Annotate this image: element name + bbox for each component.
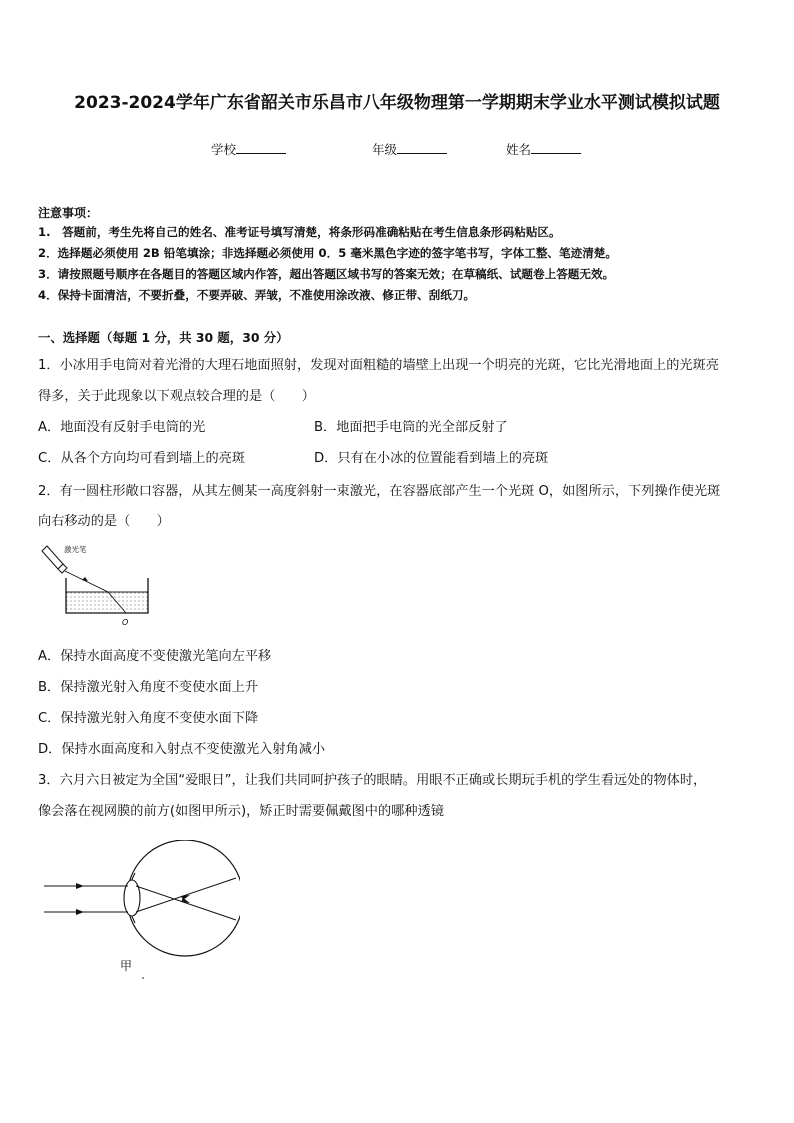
q2-container-figure [38, 540, 156, 630]
arrow-icon [76, 909, 84, 915]
q2-option-c: C．保持激光射入角度不变使水面下降 [38, 711, 259, 726]
grade-field [372, 140, 447, 158]
q1-stem-line1: 1．小冰用手电筒对着光滑的大理石地面照射，发现对面粗糙的墙壁上出现一个明亮的光斑，它比光滑地面上的光斑亮 [38, 358, 719, 373]
refracted-ray-bottom [136, 878, 236, 912]
note-item: 3．请按照题号顺序在各题目的答题区域内作答，超出答题区域书写的答案无效；在草稿纸、试题卷上答题无效。 [38, 267, 615, 281]
grade-label: 年级 [372, 142, 398, 157]
lens-shape [124, 880, 140, 916]
note-item: 1. 答题前，考生先将自己的姓名、准考证号填写清楚，将条形码准确粘贴在考生信息条形码粘贴区。 [38, 225, 561, 239]
grade-blank [397, 141, 447, 154]
q2-option-a: A．保持水面高度不变使激光笔向左平移 [38, 649, 272, 664]
laser-pen-label: 激光笔 [64, 545, 87, 554]
water-area [66, 592, 148, 613]
arrow-icon [76, 883, 84, 889]
exam-title: 2023-2024学年广东省韶关市乐昌市八年级物理第一学期期末学业水平测试模拟试题 [74, 93, 720, 113]
refracted-ray-top [136, 886, 236, 920]
beam-arrow-icon [82, 577, 88, 581]
q1-option-d: D．只有在小冰的位置能看到墙上的亮斑 [314, 451, 549, 466]
school-label: 学校 [211, 142, 237, 157]
figure-caption: 甲 [120, 959, 133, 973]
dot-mark [142, 977, 144, 979]
q1-option-b: B．地面把手电筒的光全部反射了 [314, 420, 508, 435]
q3-stem-line2: 像会落在视网膜的前方(如图甲所示)，矫正时需要佩戴图中的哪种透镜 [38, 804, 444, 819]
q1-option-a: A．地面没有反射手电筒的光 [38, 420, 206, 435]
q2-option-b: B．保持激光射入角度不变使水面上升 [38, 680, 259, 695]
q2-option-d: D．保持水面高度和入射点不变使激光入射角减小 [38, 742, 326, 757]
q2-stem-line2: 向右移动的是（ ） [38, 514, 170, 529]
section-heading: 一、选择题（每题 1 分，共 30 题，30 分） [38, 330, 289, 345]
q3-eye-figure [40, 840, 240, 990]
note-item: 2．选择题必须使用 2B 铅笔填涂；非选择题必须使用 0．5 毫米黑色字迹的签字笔书写，字体工整、笔迹清楚。 [38, 246, 617, 260]
notes-heading: 注意事项： [38, 206, 99, 220]
school-field [211, 140, 286, 158]
name-field [506, 140, 581, 158]
q1-option-c: C．从各个方向均可看到墙上的亮斑 [38, 451, 246, 466]
school-blank [236, 141, 286, 154]
q2-stem-line1: 2．有一圆柱形敞口容器，从其左侧某一高度斜射一束激光，在容器底部产生一个光斑 O，如图所示，下列操作使光斑 [38, 484, 721, 499]
spot-o-label: O [122, 618, 129, 627]
name-blank [531, 141, 581, 154]
name-label: 姓名 [506, 142, 532, 157]
note-item: 4．保持卡面清洁，不要折叠，不要弄破、弄皱，不准使用涂改液、修正带、刮纸刀。 [38, 288, 476, 302]
q3-stem-line1: 3．六月六日被定为全国“爱眼日”，让我们共同呵护孩子的眼睛。用眼不正确或长期玩手机的学生看远处的物体时， [38, 773, 707, 788]
q1-stem-line2: 得多，关于此现象以下观点较合理的是（ ） [38, 389, 315, 404]
